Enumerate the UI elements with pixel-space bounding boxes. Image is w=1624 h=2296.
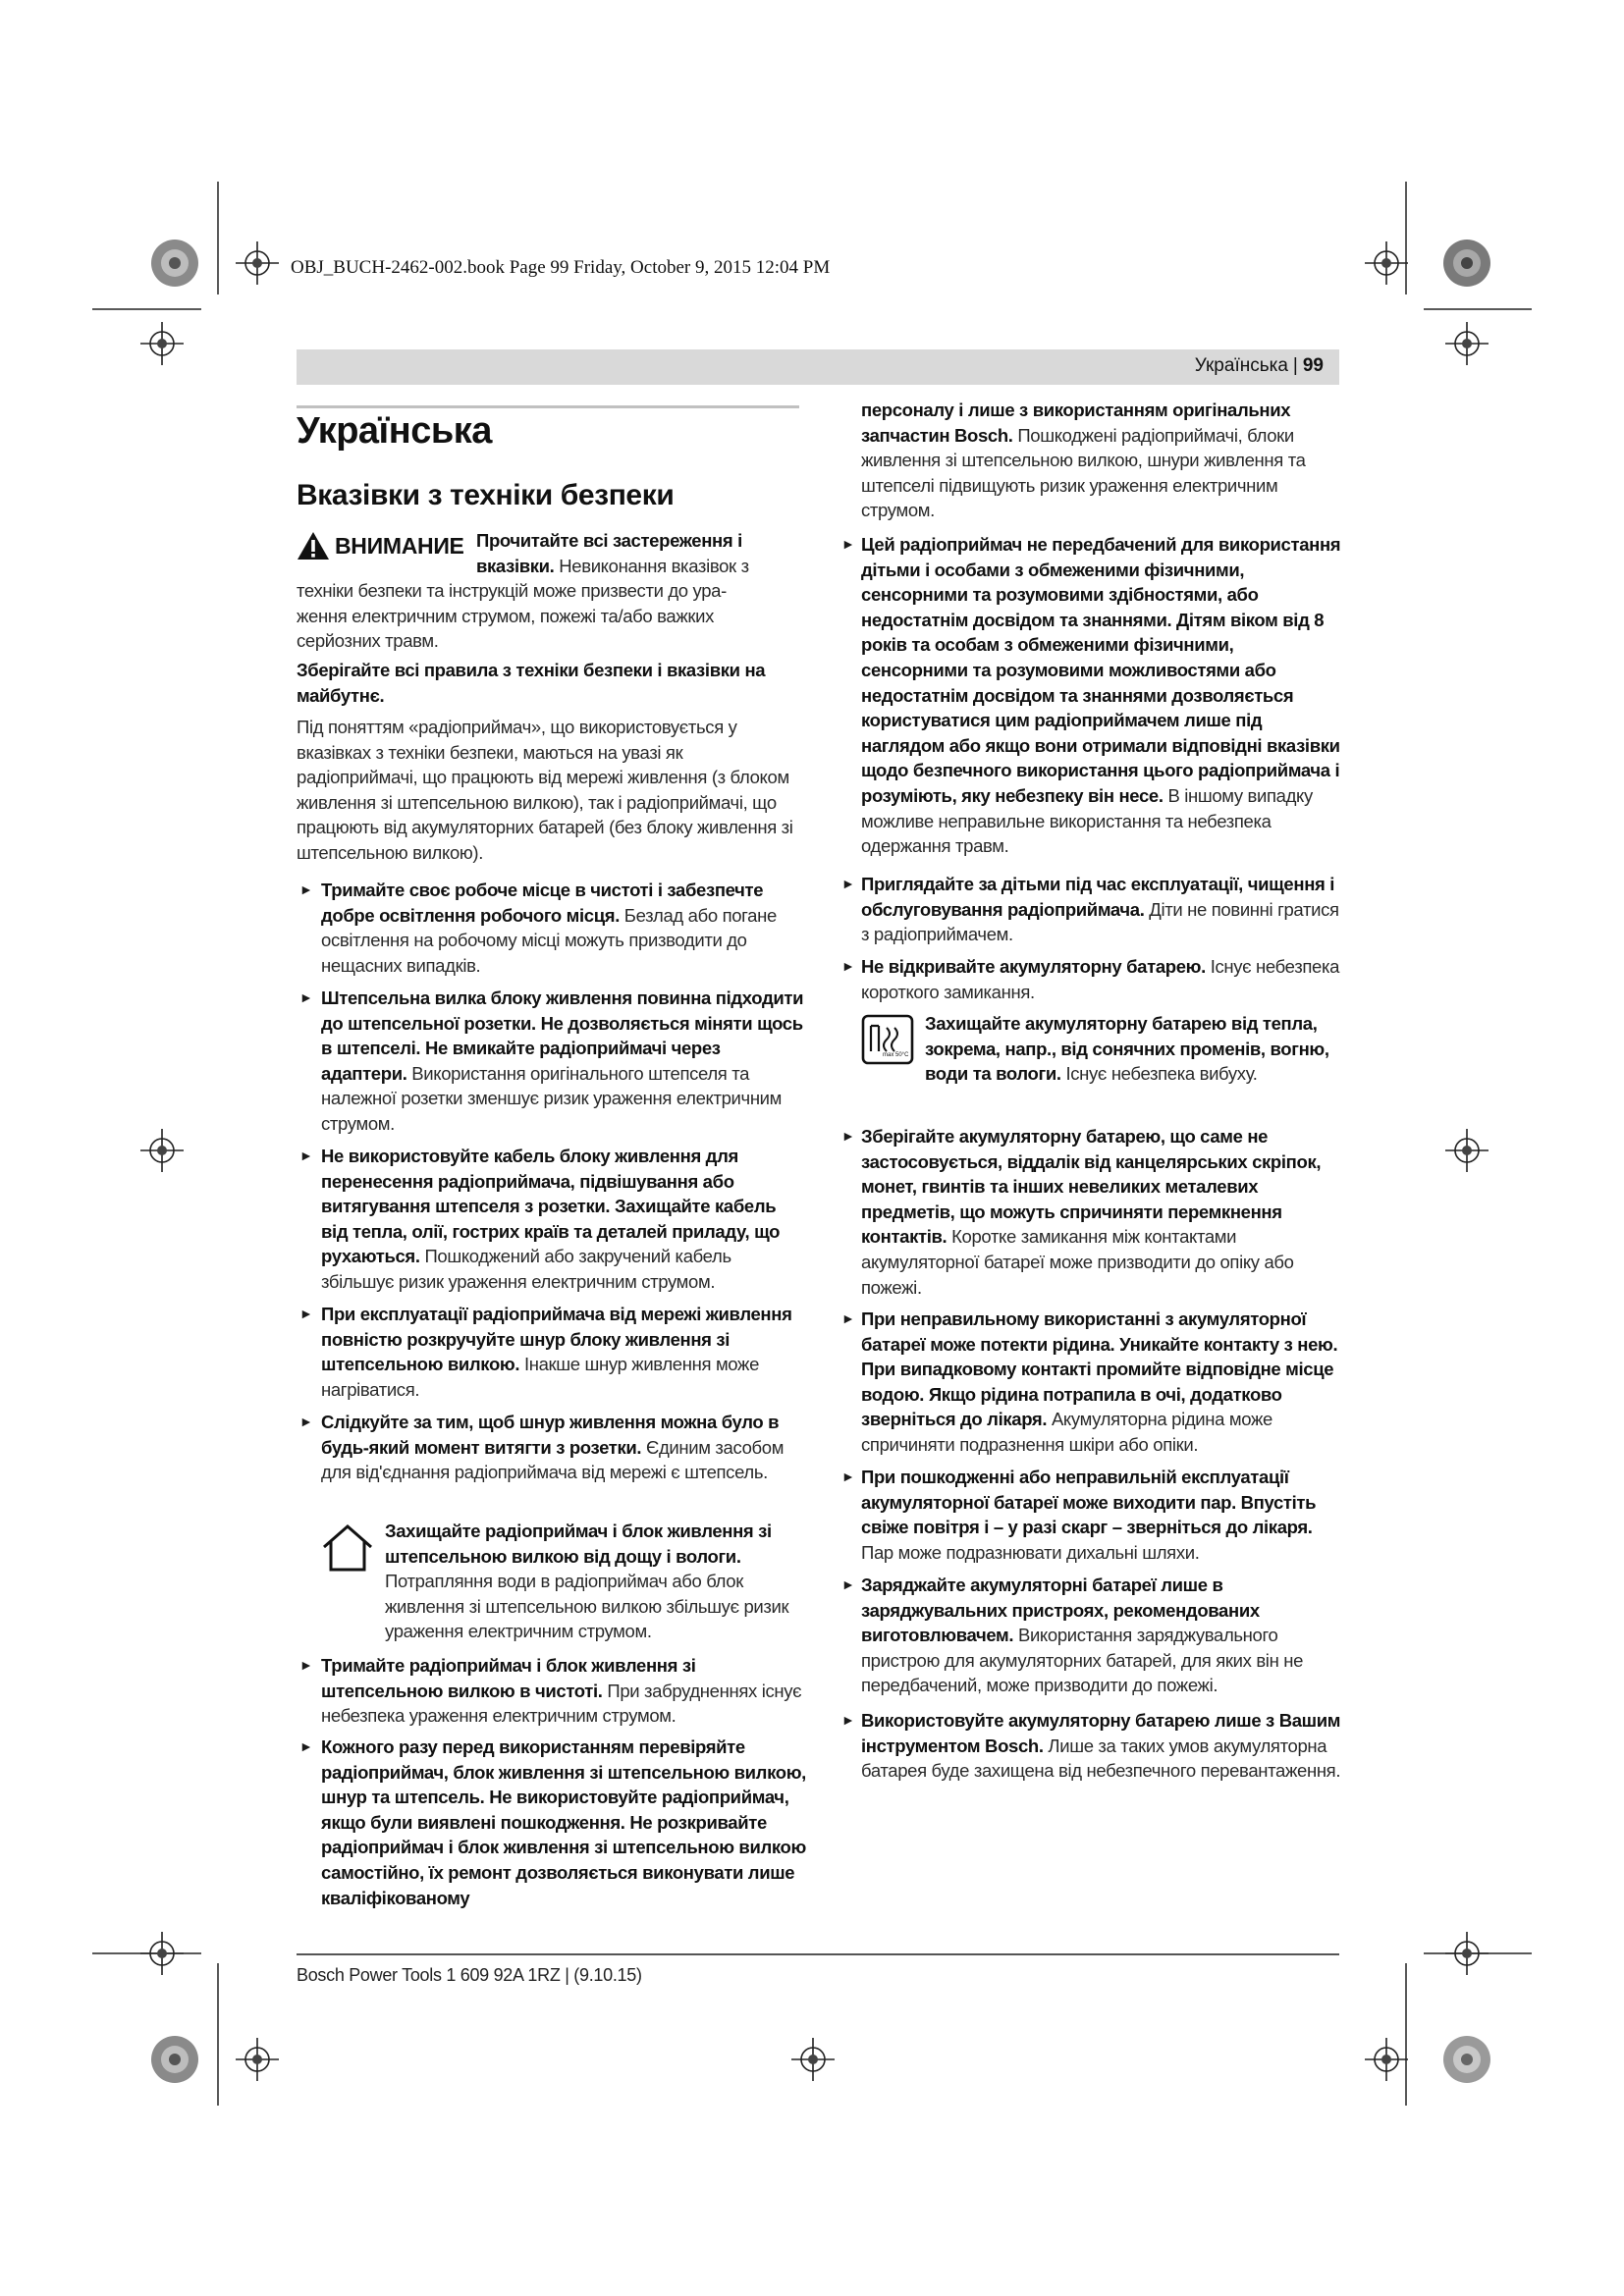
warning-triangle-icon bbox=[297, 531, 330, 561]
running-header: Українська | 99 bbox=[297, 349, 1339, 385]
section-title: Вказівки з техніки безпеки bbox=[297, 479, 675, 511]
warning-signal bbox=[297, 528, 464, 563]
house-note: Захищайте радіоприймач і блок живлення зі штепсельною вилкою від дощу і вологи. Потрапляння води в радіоприймач або блок живлення зі штепсельною вилкою збільшує ризик ураження електричним струмом. bbox=[385, 1521, 789, 1642]
page-number: 99 bbox=[1302, 355, 1324, 376]
header-section: Українська bbox=[1194, 355, 1288, 376]
bullet-arrow-icon: ► bbox=[299, 989, 313, 1005]
warning-text-rest: техніки безпеки та інструкцій може призвести до ура- ження електричним струмом, пожежі та/або важких серйозних травм. bbox=[297, 580, 727, 652]
print-info: OBJ_BUCH-2462-002.book Page 99 Friday, October 9, 2015 12:04 PM bbox=[291, 257, 831, 278]
continuation-paragraph: персоналу і лише з використанням оригінальних запчастин Bosch. Пошкоджені радіоприймачі, блоки живлення зі штепсельною вилкою, шнури живлення та штепселі підвищують ризик ураження електричним струмом. bbox=[861, 400, 1306, 521]
bullet-arrow-icon: ► bbox=[299, 1306, 313, 1321]
bullet-arrow-icon: ► bbox=[299, 881, 313, 897]
title-rule bbox=[297, 405, 799, 408]
definition-paragraph: Під поняттям «радіоприймач», що використовується у вказівках з техніки безпеки, маються на увазі як радіоприймачі, що працюють від мережі живлення (з блоком живлення зі штепсельною вилкою), так і радіоприймачі, що працюють від акумуляторних батарей (без блоку живлення зі штепсельною вилкою). bbox=[297, 717, 793, 863]
bullet-arrow-icon: ► bbox=[299, 1738, 313, 1754]
bullet-arrow-icon: ► bbox=[841, 536, 855, 552]
battery-icon-caption: max 50°C bbox=[883, 1052, 909, 1058]
bullet-arrow-icon: ► bbox=[299, 1148, 313, 1163]
battery-note: Захищайте акумуляторну батарею від тепла, зокрема, напр., від сонячних променів, вогню, води та вологи. Існує небезпека вибуху. bbox=[925, 1013, 1329, 1085]
battery-heat-icon bbox=[861, 1014, 914, 1065]
page-title: Українська bbox=[297, 410, 492, 452]
house-icon bbox=[321, 1523, 374, 1573]
document-page: OBJ_BUCH-2462-002.book Page 99 Friday, October 9, 2015 12:04 PM Українська | 99 Українська Вказівки з техніки безпеки ВНИМАНИЕ Прочитайте всі застереження і вказівки. Невиконання вказівок з техніки безпеки та інструкцій може призвести до ура- ження електричним струмом, пожежі та/або важких серйозних травм. Зберігайте всі правила з техніки безпеки і вказівки на майбутнє. Під поняттям «радіоприймач», що використовується у вказівках з техніки безпеки, маються на увазі як радіоприймачі, що працюють від мережі живлення (з блоком живлення зі штепсельною вилкою), так і радіоприймачі, що працюють від акумуляторних батарей (без блоку живлення зі штепсельною вилкою). ► Тримайте своє робоче місце в чистоті і забезпечте добре освітлення робочого місця. Безлад або погане освітлення на робочому місці можуть призводити до нещасних випадків. ► Штепсельна вилка блоку живлення повинна підходити до штепсельної розетки. Не дозволяється міняти щось в штепселі. Не вмикайте радіоприймачі через адаптери. Використання оригінального штепселя та належної розетки зменшує ризик ураження електричним струмом. ► Не використовуйте кабель блоку живлення для перенесення радіоприймача, підвішування або витягування штепселя з розетки. Захищайте кабель від тепла, олії, гострих країв та деталей приладу, що рухаються. Пошкоджений або закручений кабель збільшує ризик ураження електричним струмом. ► При експлуатації радіоприймача від мережі живлення повністю розкручуйте шнур блоку живлення зі штепсельною вилкою. Інакше шнур живлення може нагріватися. ► Слідкуйте за тим, щоб шнур живлення можна було в будь-який момент витягти з розетки. Єдиним засобом для від'єднання радіоприймача від мережі є штепсель. Захищайте радіоприймач і блок живлення зі штепсельною вилкою від дощу і вологи. Потрапляння води в радіоприймач або блок живлення зі штепсельною вилкою збільшує ризик ураження електричним струмом. ► Тримайте радіоприймач і блок живлення зі штепсельною вилкою в чистоті. При забрудненнях існує небезпека ураження електричним струмом. ► Кожного разу перед використанням перевіряйте радіоприймач, блок живлення зі штепсельною вилкою, шнур та штепсель. Не використовуйте радіоприймач, якщо були виявлені пошкодження. Не розкривайте радіоприймач і блок живлення зі штепсельною вилкою самостійно, їх ремонт дозволяється виконувати лише кваліфікованому персоналу і лише з використанням оригінальних запчастин Bosch. Пошкоджені радіоприймачі, блоки живлення зі штепсельною вилкою, шнури живлення та штепселі підвищують ризик ураження електричним струмом. ► Цей радіоприймач не передбачений для використання дітьми і особами з обмеженими фізичними, сенсорними та розумовими здібностями, або недостатнім досвідом та знаннями. Дітям віком від 8 років та особам з обмеженими фізичними, сенсорними та розумовими можливостями або недостатнім досвідом та знаннями дозволяється користуватися цим радіоприймачем лише під наглядом або якщо вони отримали відповідні вказівки щодо безпечного використання цього радіоприймача і розуміють, яку небезпеку він несе. В іншому випадку можливе неправильне використання та небезпека одержання травм. ► Приглядайте за дітьми під час експлуатації, чищення і обслуговування радіоприймача. Діти не повинні гратися з радіоприймачем. ► Не відкривайте акумуляторну батарею. Існує небезпека короткого замикання. max 50°C Захищайте акумуляторну батарею від тепла, зокрема, напр., від сонячних променів, вогню, води та вологи. Існує небезпека вибуху. ► Зберігайте акумуляторну батарею, що саме не застосовується, віддалік від канцелярських скріпок, монет, гвинтів та інших невеликих металевих предметів, що можуть спричиняти перемкнення контактів. Коротке замикання між контактами акумуляторної батареї може призводити до опіку або пожежі. ► При неправильному використанні з акумуляторної батареї може потекти рідина. Уникайте контакту з нею. При випадковому контакті промийте відповідне місце водою. Якщо рідина потрапила в очі, додатково зверніться до лікаря. Акумуляторна рідина може спричиняти подразнення шкіри або опіки. ► При пошкодженні або неправильній експлуатації акумуляторної батареї може виходити пар. Впустіть свіже повітря і – у разі скарг – зверніться до лікаря. Пар може подразнювати дихальні шляхи. ► Заряджайте акумуляторні батареї лише в заряджувальних пристроях, рекомендованих виготовлювачем. Використання заряджувального пристрою для акумуляторних батарей, для яких він не передбачений, може призводити до пожежі. ► Використовуйте акумуляторну батарею лише з Вашим інструментом Bosch. Лише за таких умов акумуляторна батарея буде захищена від небезпечного перевантаження. Bosch Power Tools 1 609 92A 1RZ | (9.10.15) bbox=[0, 0, 1624, 2296]
bullet-arrow-icon: ► bbox=[299, 1657, 313, 1673]
footer-rule bbox=[297, 1953, 1339, 1955]
bullet-arrow-icon: ► bbox=[841, 1128, 855, 1144]
bullet-arrow-icon: ► bbox=[841, 876, 855, 891]
bullet-arrow-icon: ► bbox=[841, 1310, 855, 1326]
bullet-arrow-icon: ► bbox=[299, 1414, 313, 1429]
warning-text-first: Прочитайте всі застереження і вказівки. Невиконання вказівок з bbox=[476, 530, 749, 576]
bullet-arrow-icon: ► bbox=[841, 958, 855, 974]
warning-label: ВНИМАНИЕ bbox=[335, 532, 464, 559]
bullet-arrow-icon: ► bbox=[841, 1712, 855, 1728]
bullet-arrow-icon: ► bbox=[841, 1468, 855, 1484]
save-note: Зберігайте всі правила з техніки безпеки і вказівки на майбутнє. bbox=[297, 660, 766, 706]
footer: Bosch Power Tools 1 609 92A 1RZ | (9.10.15) bbox=[297, 1965, 642, 1985]
bullet-arrow-icon: ► bbox=[841, 1576, 855, 1592]
